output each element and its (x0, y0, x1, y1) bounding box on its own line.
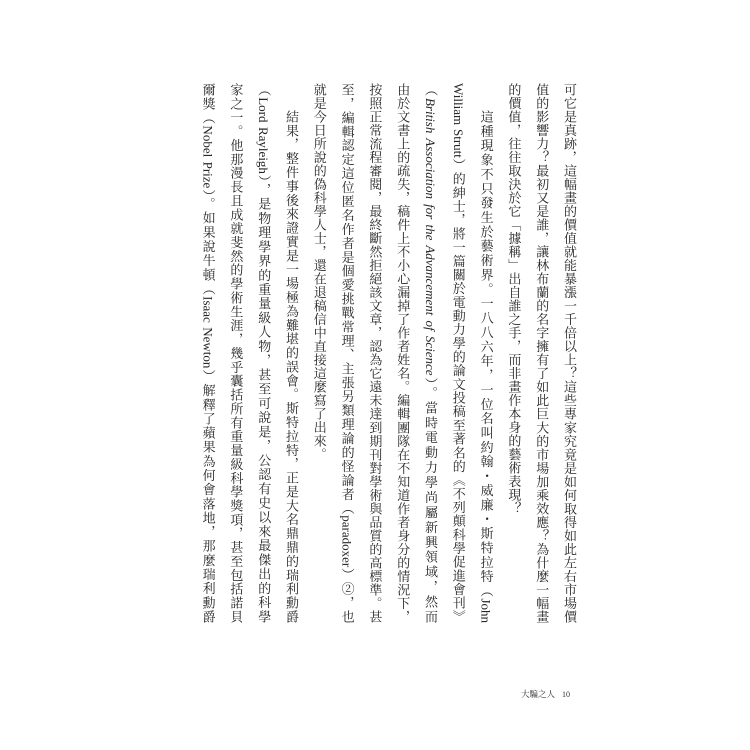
text-column: 按照正常流程審閱，最終斷然拒絕該文章，認為它遠未達到期刊對學術與品質的高標準。甚 (367, 83, 383, 623)
page-number: 10 (562, 690, 571, 699)
text-column: 家之一。他那漫長且成就斐然的學術生涯，幾乎囊括所有重量級科學獎項，甚至包括諾貝 (228, 83, 244, 623)
text-column-paragraph-end: 就是今日所說的偽科學人士，還在退稿信中直接這麼寫了出來。 (311, 83, 327, 461)
text-column: 至，編輯認定這位匿名作者是個愛挑戰常理、主張另類理論的怪論者（paradoxer）②，也 (339, 83, 355, 623)
text-column (423, 83, 437, 623)
text-column: （Lord Rayleigh），是物理學界的重量級人物，甚至可說是，公認有史以來最傑出的科學 (256, 83, 272, 623)
page-footer (521, 688, 570, 701)
text-segment: ）。當時電動力學尚屬新興領域，然而 (423, 375, 438, 624)
text-column: 由於文書上的疏失，稿件上不小心漏掉了作者姓名。編輯團隊在不知道作者身分的情況下， (395, 83, 411, 623)
journal-title-english: British Association for the Advancement of Science (423, 97, 438, 376)
text-column: William Strutt）的紳士，將一篇關於電動力學的論文投稿至著名的《不列顛科學促進會刊》 (450, 83, 466, 623)
text-column: 可它是真跡，這幅畫的價值就能暴漲一千倍以上？這些專家究竟是如何取得如此左右市場價 (562, 83, 577, 623)
text-column: 爾獎（Nobel Prize）。如果說牛頓（Isaac Newton）解釋了蘋果為何會落地，那麼瑞利勳爵 (200, 83, 216, 623)
text-column-paragraph-end: 的價值，往往取決於它「據稱」出自誰之手，而非畫作本身的藝術表現？ (506, 83, 522, 515)
text-column-paragraph-start: 結果，整件事後來證實是一場極為難堪的誤會。斯特拉特，正是大名鼎鼎的瑞利勳爵 (284, 110, 299, 623)
text-column: 值的影響力？最初又是誰，讓林布蘭的名字擁有了如此巨大的市場加乘效應？為什麼一幅畫 (534, 83, 550, 623)
text-column-paragraph-start: 這種現象不只發生於藝術界。一八八六年，一位名叫約翰・威廉・斯特拉特（John (478, 110, 494, 623)
running-title: 大騙之人 (521, 689, 556, 699)
text-segment: （ (423, 83, 438, 98)
